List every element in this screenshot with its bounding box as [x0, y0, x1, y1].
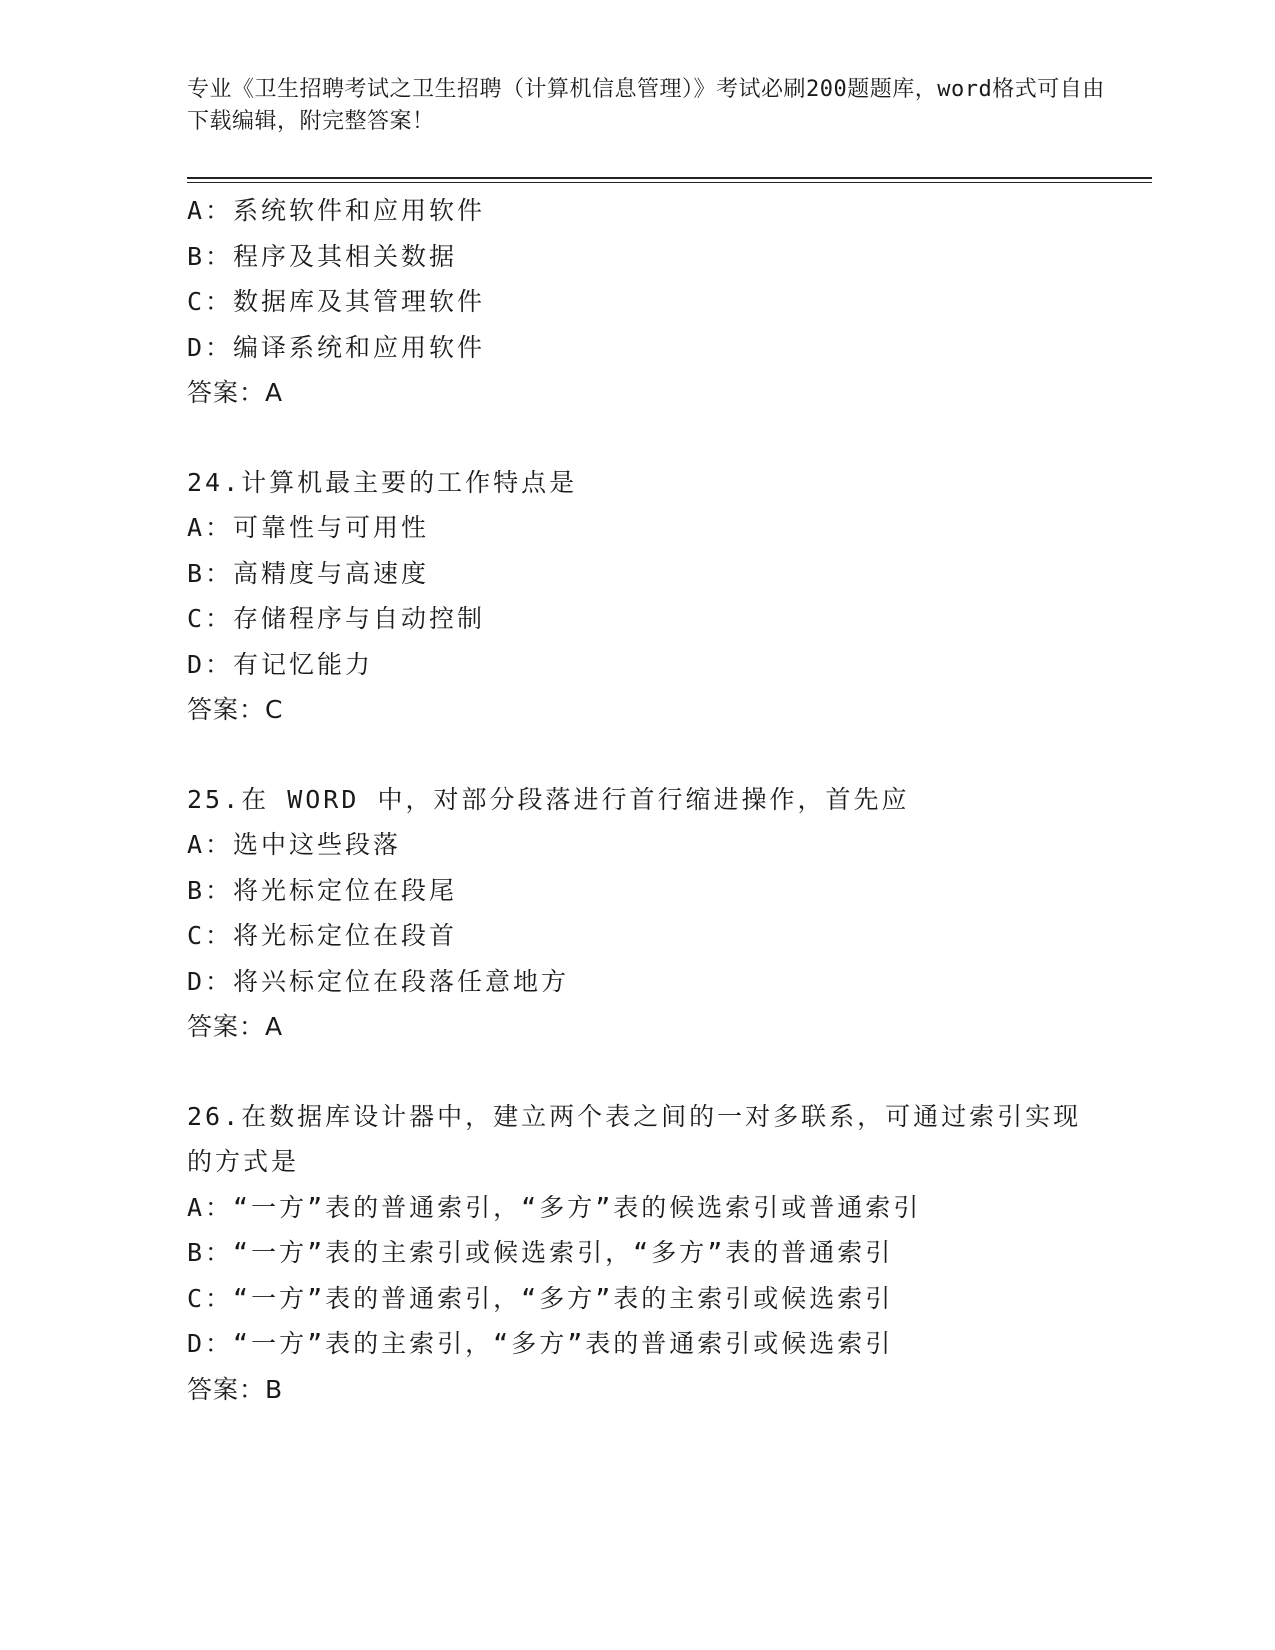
- answer: 答案：B: [187, 1374, 284, 1404]
- answer: 答案：C: [187, 695, 284, 724]
- option-b: B：将光标定位在段尾: [187, 875, 458, 905]
- header-divider: [187, 177, 1152, 179]
- option-b: B：“一方”表的主索引或候选索引，“多方”表的普通索引: [187, 1238, 894, 1267]
- option-c: C：数据库及其管理软件: [187, 287, 486, 316]
- answer: 答案：A: [187, 378, 284, 407]
- option-a: A：选中这些段落: [187, 830, 402, 859]
- question-text: 26.在数据库设计器中，建立两个表之间的一对多联系，可通过索引实现的方式是: [187, 1101, 1082, 1176]
- header-divider-thin: [187, 182, 1152, 183]
- option-a: A：可靠性与可用性: [187, 513, 430, 542]
- answer: 答案：A: [187, 1012, 284, 1041]
- option-d: D：编译系统和应用软件: [187, 332, 486, 362]
- option-d: D：“一方”表的主索引，“多方”表的普通索引或候选索引: [187, 1329, 894, 1358]
- page-header: 专业《卫生招聘考试之卫生招聘（计算机信息管理）》考试必刷200题题库，word格式可自由下载编辑，附完整答案！: [187, 77, 1105, 134]
- option-c: C：存储程序与自动控制: [187, 604, 486, 633]
- question-text: 25.在 WORD 中，对部分段落进行首行缩进操作，首先应: [187, 784, 910, 814]
- question-24-block: [187, 460, 1107, 733]
- option-a: A：系统软件和应用软件: [187, 196, 486, 225]
- option-b: B：高精度与高速度: [187, 558, 430, 588]
- option-c: C：将光标定位在段首: [187, 921, 458, 950]
- question-text: 24.计算机最主要的工作特点是: [187, 467, 578, 497]
- question-25-block: [187, 777, 1107, 1050]
- question-23-block: [187, 188, 1107, 416]
- question-26-block: [187, 1094, 1107, 1413]
- question-list: [187, 188, 1107, 1412]
- option-a: A：“一方”表的普通索引，“多方”表的候选索引或普通索引: [187, 1192, 922, 1222]
- option-d: D：有记忆能力: [187, 649, 374, 679]
- option-c: C：“一方”表的普通索引，“多方”表的主索引或候选索引: [187, 1283, 894, 1313]
- option-b: B：程序及其相关数据: [187, 241, 458, 271]
- option-d: D：将兴标定位在段落任意地方: [187, 966, 570, 996]
